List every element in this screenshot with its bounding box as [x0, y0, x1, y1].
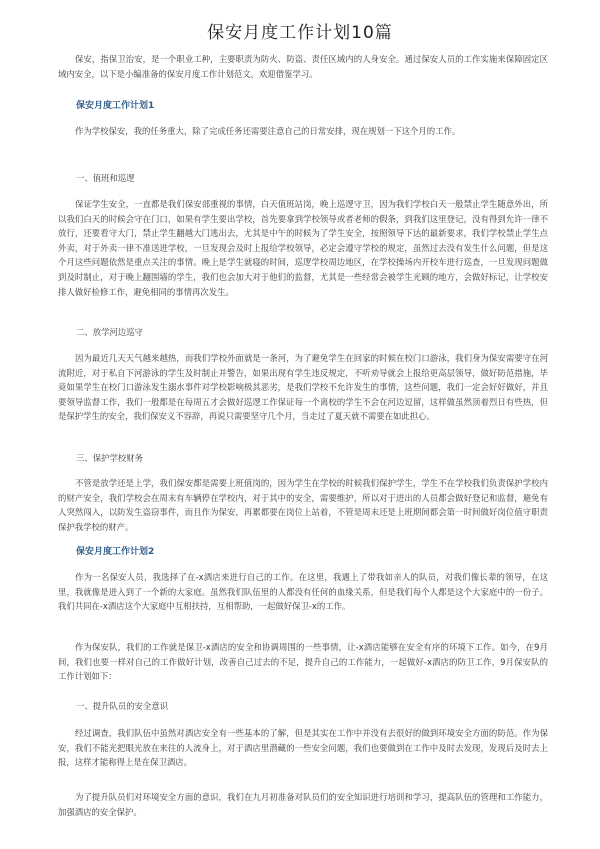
section-heading-2: 保安月度工作计划2 [76, 547, 155, 557]
section2-paragraph-3: 经过调查，我们队伍中虽然对酒店安全有一些基本的了解，但是其实在工作中并没有去很好的做到环境安全方面的防范。作为保安，我们不能光把眼光放在来往的人流身上，对于酒店里潜藏的一些安全问题，我们也要做到在工作中及时去发现，发现后及时去上报，这样才能称得上是在保卫酒店。 [58, 728, 548, 768]
section1-subheading-3: 三、保护学校财务 [76, 453, 143, 463]
section2-paragraph-1: 作为一名保安人员，我选择了在-x酒店来进行自己的工作。在这里，我遇上了带我如亲人的队员，对我们像长辈的领导，在这里，我就像是进入到了一个新的大家庭。虽然我们队伍里的人都没有任何的血缘关系，但是我们每个人都是这个大家庭中的一份子。我们共同在-x酒店这个大家庭中互相扶持，互相帮助，一起做好保卫-x的工作。 [58, 572, 548, 612]
section1-paragraph-2: 保证学生安全，一直都是我们保安部重视的事情，白天值班站岗，晚上巡逻守卫，因为我们学校白天一般禁止学生随意外出，所以我们白天的时候会守在门口，如果有学生要出学校，首先要拿到学校领导或者老师的假条，到我们这里登记，没有得到允许一律不放行，还要看守大门，禁止学生翻越大门逃出去，尤其是中午的时候为了学生安全，按照领导下达的最新要求，我们学校禁止学生点外卖，对于外卖一律不准送进学校，一旦发现会及时上报给学校领导，必定会遵守学校的规定，虽然过去没有发生什么问题，但是这个月这些问题依然是重点关注的事情。晚上是学生就寝的时间，巡逻学校周边地区，在学校操场内开校车进行巡查，一旦发现问题做到及时制止，对于晚上翻围墙的学生，我们也会加大对于他们的监督，尤其是一些经常会被学生光顾的地方，会做好标记，让学校安排人做好检修工作，避免相同的事情再次发生。 [58, 199, 548, 297]
section1-subheading-2: 二、放学河边巡守 [76, 327, 143, 337]
section2-subheading-1: 一、提升队员的安全意识 [76, 701, 169, 711]
document-title: 保安月度工作计划10篇 [207, 23, 393, 43]
section1-paragraph-4: 不管是放学还是上学，我们保安都是需要上班值岗的，因为学生在学校的时候我们保护学生，学生不在学校我们负责保护学校内的财产安全，我们学校会在周末有车辆停在学校内，对于其中的安全，需要维护，所以对于进出的人员都会做好登记和监督，避免有人突然闯入，以防发生盗窃事件，而且作为保安，再累都要在岗位上站着，不管是周末还是上班期间都会第一时间做好岗位值守职责保护我学校的财产。 [58, 478, 548, 532]
section1-paragraph-3: 因为最近几天天气越来越热，而我们学校外面就是一条河，为了避免学生在回家的时候在校门口游泳，我们身为保安需要守在河流附近，对于私自下河游泳的学生及时制止并警告，如果出现有学生违反规定，不听劝导就会上报给更高层领导，做好防范措施，毕竟如果学生在校门口游泳发生溺水事件对学校影响极其恶劣，是我们学校不允许发生的事情，这些问题，我们一定会好好做好，并且要领导监督工作，我们一般都是在每周五才会做好巡逻工作保证每一个离校的学生不会在河边逗留，这样做虽然顶着烈日有些热，但是保护学生的安全，我们保安义不容辞，再说只需要坚守几个月，当走过了夏天就不需要在如此担心。 [58, 353, 548, 422]
intro-paragraph: 保安，指保卫治安，是一个职业工种，主要职责为防火、防盗、责任区域内的人身安全。通过保安人员的工作实施来保障固定区域内安全，以下是小编准备的保安月度工作计划范文，欢迎借鉴学习。 [58, 54, 548, 79]
section2-paragraph-2: 作为保安队，我们的工作就是保卫-x酒店的安全和协调周围的一些事情，让-x酒店能够在安全有序的环境下工作。如今，在9月间，我们也要一样对自己的工作做好计划，改善自己过去的不足，提升自己的工作能力，一起做好-x酒店的防卫工作，9月保安队的工作计划如下： [58, 642, 548, 682]
section2-paragraph-4: 为了提升队员们对环境安全方面的意识，我们在九月初准备对队员们的安全知识进行培训和学习，提高队伍的管理和工作能力，加强酒店的安全保护。 [58, 792, 548, 817]
section1-paragraph-1: 作为学校保安，我的任务重大，除了完成任务还需要注意自己的日常安排，现在规划一下这个月的工作。 [75, 126, 461, 136]
section1-subheading-1: 一、值班和巡逻 [76, 173, 135, 183]
section-heading-1: 保安月度工作计划1 [76, 101, 155, 111]
